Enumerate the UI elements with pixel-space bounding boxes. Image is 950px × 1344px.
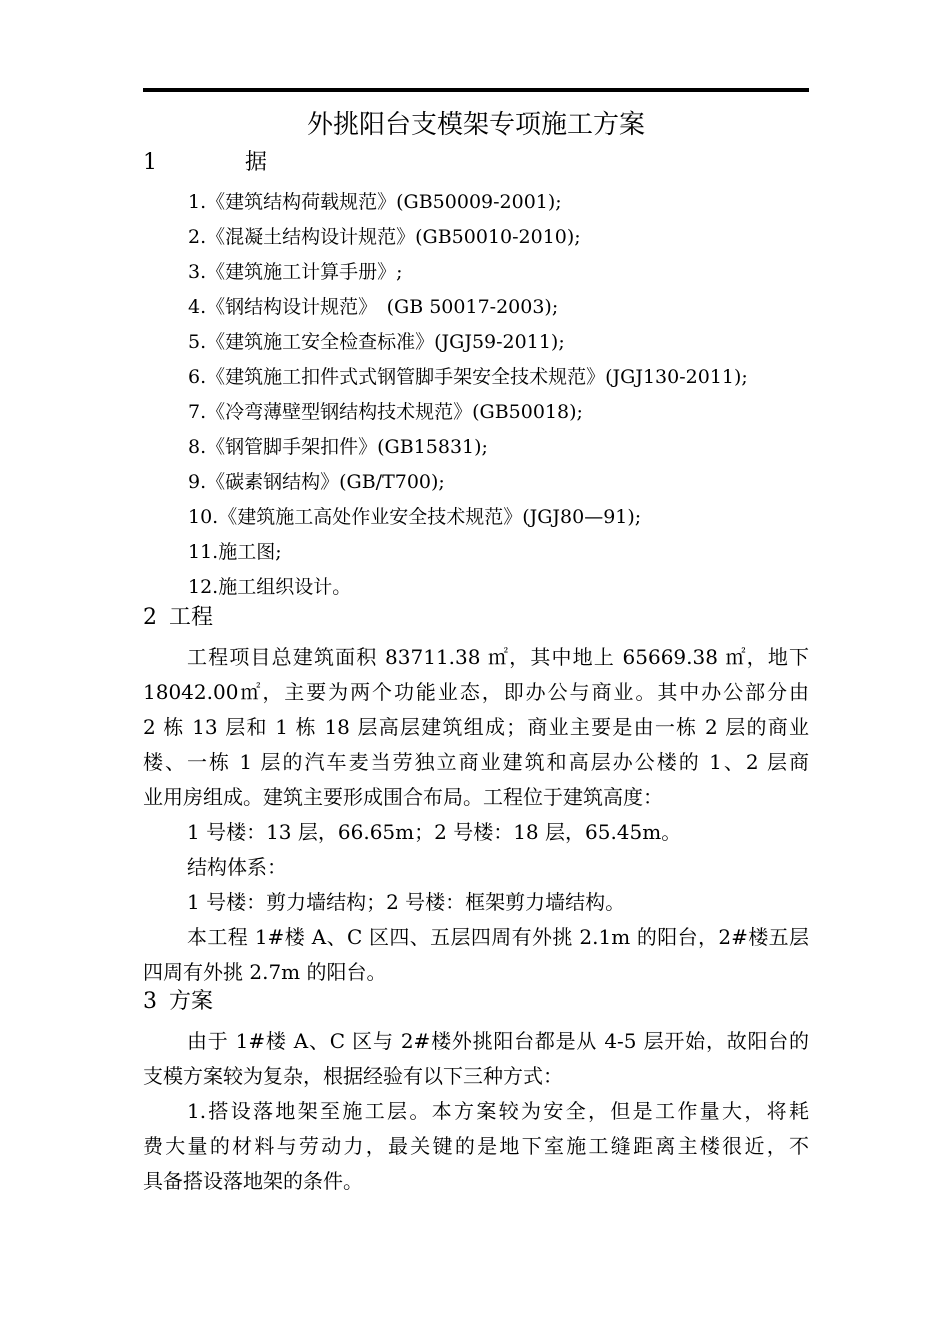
paragraph-line: 费大量的材料与劳动力，最关键的是地下室施工缝距离主楼很近，不 [143, 1134, 809, 1158]
section-title: 据 [245, 150, 268, 175]
list-item: 11.施工图; [188, 541, 282, 563]
list-item: 1.《建筑结构荷载规范》(GB50009-2001); [188, 191, 562, 213]
list-item: 8.《钢管脚手架扣件》(GB15831); [188, 436, 488, 458]
list-item: 9.《碳素钢结构》(GB/T700); [188, 471, 445, 493]
list-item: 10.《建筑施工高处作业安全技术规范》(JGJ80—91); [188, 506, 642, 528]
list-item: 6.《建筑施工扣件式式钢管脚手架安全技术规范》(JGJ130-2011); [188, 366, 748, 388]
paragraph-line: 由于 1#楼 A、C 区与 2#楼外挑阳台都是从 4-5 层开始，故阳台的 [187, 1029, 809, 1053]
section-number: 2 [143, 605, 157, 630]
paragraph-line: 四周有外挑 2.7m 的阳台。 [143, 960, 387, 984]
paragraph-line: 本工程 1#楼 A、C 区四、五层四周有外挑 2.1m 的阳台，2#楼五层 [187, 925, 809, 949]
section-number: 3 [143, 989, 157, 1014]
section-3-heading [143, 987, 213, 1017]
paragraph-line: 业用房组成。建筑主要形成围合布局。工程位于建筑高度： [143, 785, 663, 809]
paragraph-line: 1 号楼：剪力墙结构；2 号楼：框架剪力墙结构。 [187, 890, 626, 914]
paragraph-line: 2 栋 13 层和 1 栋 18 层高层建筑组成；商业主要是由一栋 2 层的商业 [143, 715, 809, 739]
paragraph-line: 1 号楼：13 层，66.65m；2 号楼：18 层，65.45m。 [187, 820, 682, 844]
section-number: 1 [143, 150, 157, 175]
paragraph-line: 支模方案较为复杂，根据经验有以下三种方式： [143, 1064, 563, 1088]
top-rule [143, 88, 809, 92]
paragraph-line: 工程项目总建筑面积 83711.38 ㎡，其中地上 65669.38 ㎡，地下 [187, 645, 809, 669]
paragraph-line: 18042.00㎡，主要为两个功能业态，即办公与商业。其中办公部分由 [143, 680, 809, 704]
list-item: 4.《钢结构设计规范》 (GB 50017-2003); [188, 296, 559, 318]
section-title: 工程 [169, 605, 214, 630]
list-item: 5.《建筑施工安全检查标准》(JGJ59-2011); [188, 331, 565, 353]
section-title: 方案 [169, 989, 214, 1014]
paragraph-line: 结构体系： [187, 855, 287, 879]
list-item: 2.《混凝土结构设计规范》(GB50010-2010); [188, 226, 581, 248]
document-title: 外挑阳台支模架专项施工方案 [306, 110, 645, 140]
list-item: 3.《建筑施工计算手册》; [188, 261, 403, 283]
paragraph-line: 楼、一栋 1 层的汽车麦当劳独立商业建筑和高层办公楼的 1、2 层商 [143, 750, 809, 774]
list-item: 12.施工组织设计。 [188, 576, 352, 598]
section-1-heading [143, 148, 267, 178]
paragraph-line: 1.搭设落地架至施工层。本方案较为安全，但是工作量大，将耗 [187, 1099, 809, 1123]
paragraph-line: 具备搭设落地架的条件。 [143, 1169, 363, 1193]
list-item: 7.《冷弯薄壁型钢结构技术规范》(GB50018); [188, 401, 583, 423]
section-2-heading [143, 603, 213, 633]
